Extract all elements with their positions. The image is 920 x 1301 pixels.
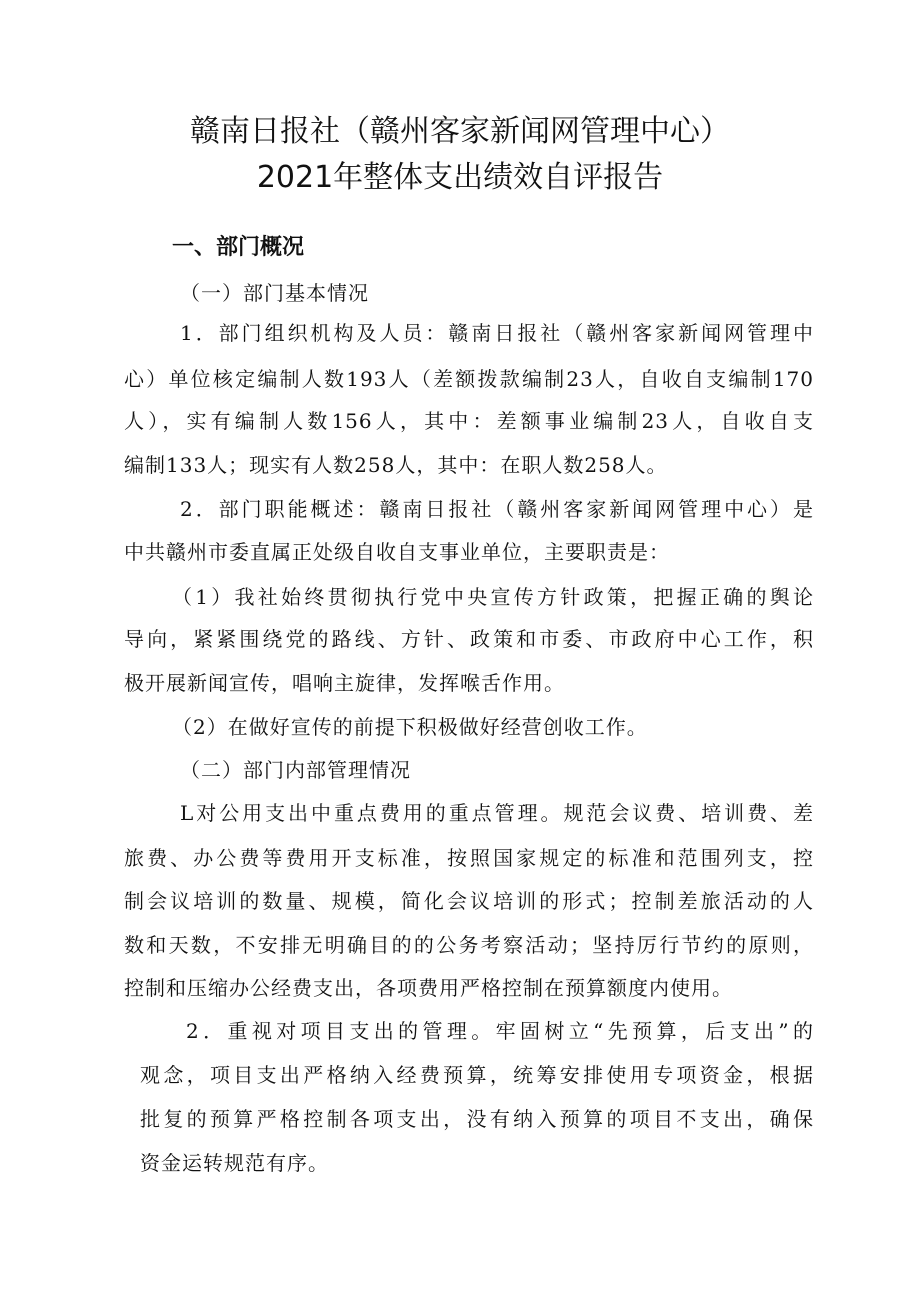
paragraph-line: 心）单位核定编制人数193人（差额拨款编制23人，自收自支编制170	[124, 367, 814, 391]
paragraph-line: 极开展新闻宣传，唱响主旋律，发挥喉舌作用。	[124, 671, 565, 695]
paragraph-line: （2）在做好宣传的前提下积极做好经营创收工作。	[172, 715, 648, 739]
paragraph-line: 批复的预算严格控制各项支出，没有纳入预算的项目不支出，确保	[140, 1107, 814, 1131]
section-heading-department-overview: 一、部门概况	[172, 235, 305, 260]
paragraph-line: 导向，紧紧围绕党的路线、方针、政策和市委、市政府中心工作，积	[124, 627, 814, 651]
paragraph-line: 人），实有编制人数156人，其中：差额事业编制23人，自收自支	[124, 409, 814, 433]
paragraph-line: 制会议培训的数量、规模，简化会议培训的形式；控制差旅活动的人	[124, 889, 814, 913]
paragraph-line: 2．部门职能概述：赣南日报社（赣州客家新闻网管理中心）是	[180, 497, 814, 521]
paragraph-line: 编制133人；现实有人数258人，其中：在职人数258人。	[124, 453, 668, 477]
paragraph-line: （1）我社始终贯彻执行党中央宣传方针政策，把握正确的舆论	[172, 585, 814, 609]
paragraph-line: 旅费、办公费等费用开支标准，按照国家规定的标准和范围列支，控	[124, 846, 814, 870]
report-title-line-2: 2021年整体支出绩效自评报告	[256, 160, 664, 195]
paragraph-line: 控制和压缩办公经费支出，各项费用严格控制在预算额度内使用。	[124, 976, 733, 1000]
subsection-heading-internal-management: （二）部门内部管理情况	[180, 758, 411, 782]
paragraph-line: 数和天数，不安排无明确目的的公务考察活动；坚持厉行节约的原则，	[124, 933, 814, 957]
paragraph-line: 1．部门组织机构及人员：赣南日报社（赣州客家新闻网管理中	[180, 321, 814, 345]
paragraph-line: 2．重视对项目支出的管理。牢固树立“先预算，后支出”的	[186, 1019, 814, 1043]
paragraph-line: 资金运转规范有序。	[140, 1151, 329, 1175]
paragraph-line: 观念，项目支出严格纳入经费预算，统筹安排使用专项资金，根据	[140, 1063, 814, 1087]
subsection-heading-basic-info: （一）部门基本情况	[180, 281, 369, 305]
paragraph-line: L对公用支出中重点费用的重点管理。规范会议费、培训费、差	[180, 801, 814, 825]
paragraph-line: 中共赣州市委直属正处级自收自支事业单位，主要职责是：	[124, 540, 670, 564]
report-title-line-1: 赣南日报社（赣州客家新闻网管理中心）	[190, 114, 730, 149]
